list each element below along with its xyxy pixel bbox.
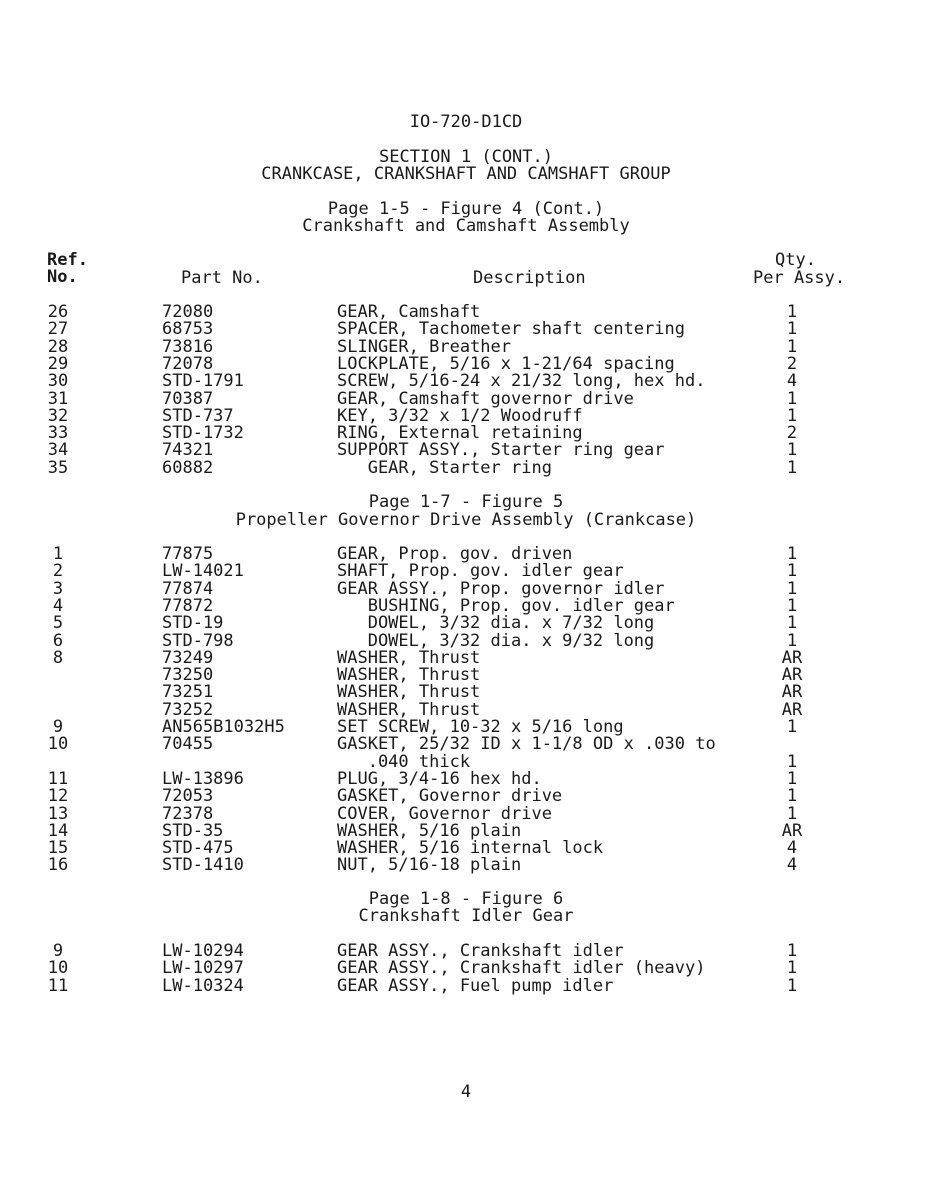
quantity: 1 [786,579,798,599]
quantity: AR [781,648,803,668]
ref-number: 11 [47,976,69,996]
part-description: SUPPORT ASSY., Starter ring gear [337,440,665,460]
ref-number: 29 [47,354,69,374]
quantity: 2 [786,354,798,374]
part-description: GEAR, Starter ring [337,458,552,478]
page-number: 4 [460,1082,472,1102]
part-description: WASHER, Thrust [337,648,481,668]
header-qty-line2: Per Assy. [753,268,846,288]
ref-number: 9 [52,717,64,737]
part-number: LW-10324 [162,976,244,996]
part-description: RING, External retaining [337,423,583,443]
part-number: 73251 [162,682,214,702]
quantity: AR [781,682,803,702]
ref-number: 4 [52,596,64,616]
quantity: 1 [786,941,798,961]
figure-4-page-label: Page 1-5 - Figure 4 (Cont.) [327,199,605,219]
quantity: AR [781,821,803,841]
quantity: 1 [786,769,798,789]
part-number: 77874 [162,579,214,599]
quantity: 1 [786,752,798,772]
part-number: 73816 [162,337,214,357]
table-row [0,788,932,805]
part-description: DOWEL, 3/32 dia. x 9/32 long [337,631,655,651]
part-description: GEAR ASSY., Crankshaft idler (heavy) [337,958,706,978]
part-number: 73250 [162,665,214,685]
part-number: STD-19 [162,613,224,633]
ref-number: 13 [47,804,69,824]
quantity: 2 [786,423,798,443]
ref-number: 27 [47,319,69,339]
part-number: 73249 [162,648,214,668]
quantity: 1 [786,613,798,633]
header-part-no: Part No. [181,268,263,288]
quantity: 1 [786,596,798,616]
part-number: STD-798 [162,631,234,651]
part-description: WASHER, Thrust [337,665,481,685]
ref-number: 3 [52,579,64,599]
quantity: 4 [786,838,798,858]
figure-5-title: Propeller Governor Drive Assembly (Crankcase) [235,510,697,530]
part-description: GASKET, Governor drive [337,786,563,806]
part-description: LOCKPLATE, 5/16 x 1-21/64 spacing [337,354,675,374]
ref-number: 6 [52,631,64,651]
ref-number: 14 [47,821,69,841]
ref-number: 34 [47,440,69,460]
part-number: 68753 [162,319,214,339]
quantity: 1 [786,717,798,737]
quantity: 1 [786,406,798,426]
part-number: STD-1410 [162,855,244,875]
table-row [0,857,932,874]
quantity: 1 [786,440,798,460]
part-number: 74321 [162,440,214,460]
part-number: STD-1791 [162,371,244,391]
part-description: SCREW, 5/16-24 x 21/32 long, hex hd. [337,371,706,391]
table-row [0,321,932,338]
part-description: .040 thick [337,752,471,772]
part-number: LW-10294 [162,941,244,961]
part-description: GEAR ASSY., Prop. governor idler [337,579,665,599]
part-description: KEY, 3/32 x 1/2 Woodruff [337,406,583,426]
part-description: WASHER, 5/16 internal lock [337,838,604,858]
table-row [0,960,932,977]
ref-number: 33 [47,423,69,443]
quantity: 4 [786,371,798,391]
figure-4-title: Crankshaft and Camshaft Assembly [302,216,630,236]
part-description: SHAFT, Prop. gov. idler gear [337,561,624,581]
header-ref-line1: Ref. [47,250,88,270]
part-description: GEAR, Camshaft governor drive [337,389,634,409]
quantity: 1 [786,561,798,581]
part-number: STD-737 [162,406,234,426]
part-number: 70455 [162,734,214,754]
part-description: SET SCREW, 10-32 x 5/16 long [337,717,624,737]
header-qty-line1: Qty. [775,250,816,270]
quantity: 1 [786,319,798,339]
part-description: PLUG, 3/4-16 hex hd. [337,769,542,789]
quantity: 1 [786,544,798,564]
part-description: WASHER, 5/16 plain [337,821,522,841]
header-ref-line2: No. [47,267,78,287]
part-number: STD-1732 [162,423,244,443]
part-description: SPACER, Tachometer shaft centering [337,319,685,339]
part-number: LW-13896 [162,769,244,789]
part-description: GEAR ASSY., Crankshaft idler [337,941,624,961]
quantity: 1 [786,631,798,651]
ref-number: 15 [47,838,69,858]
part-number: STD-475 [162,838,234,858]
ref-number: 30 [47,371,69,391]
ref-number: 35 [47,458,69,478]
part-number: 77875 [162,544,214,564]
quantity: 1 [786,976,798,996]
part-number: 73252 [162,700,214,720]
part-description: NUT, 5/16-18 plain [337,855,522,875]
ref-number: 28 [47,337,69,357]
quantity: AR [781,700,803,720]
figure-5-page-label: Page 1-7 - Figure 5 [368,492,564,512]
part-number: 72078 [162,354,214,374]
table-row [0,460,932,477]
part-number: 72080 [162,302,214,322]
quantity: 1 [786,389,798,409]
part-description: GASKET, 25/32 ID x 1-1/8 OD x .030 to [337,734,716,754]
quantity: 1 [786,804,798,824]
part-description: WASHER, Thrust [337,700,481,720]
ref-number: 10 [47,734,69,754]
part-number: 70387 [162,389,214,409]
part-description: GEAR ASSY., Fuel pump idler [337,976,614,996]
part-description: BUSHING, Prop. gov. idler gear [337,596,675,616]
ref-number: 8 [52,648,64,668]
section-title: SECTION 1 (CONT.) [379,147,553,167]
document-id: IO-720-D1CD [409,112,523,132]
table-row [0,373,932,390]
part-number: LW-14021 [162,561,244,581]
part-number: 77872 [162,596,214,616]
ref-number: 12 [47,786,69,806]
figure-6-page-label: Page 1-8 - Figure 6 [368,889,564,909]
ref-number: 2 [52,561,64,581]
part-number: 60882 [162,458,214,478]
group-title: CRANKCASE, CRANKSHAFT AND CAMSHAFT GROUP [261,164,671,184]
part-description: GEAR, Prop. gov. driven [337,544,573,564]
part-description: DOWEL, 3/32 dia. x 7/32 long [337,613,655,633]
ref-number: 16 [47,855,69,875]
ref-number: 31 [47,389,69,409]
part-description: WASHER, Thrust [337,682,481,702]
quantity: AR [781,665,803,685]
table-row [0,978,932,995]
ref-number: 11 [47,769,69,789]
ref-number: 32 [47,406,69,426]
figure-6-title: Crankshaft Idler Gear [358,906,574,926]
ref-number: 1 [52,544,64,564]
part-number: LW-10297 [162,958,244,978]
part-number: 72378 [162,804,214,824]
part-description: COVER, Governor drive [337,804,552,824]
table-row [0,442,932,459]
table-row [0,615,932,632]
ref-number: 26 [47,302,69,322]
ref-number: 10 [47,958,69,978]
quantity: 1 [786,786,798,806]
ref-number: 9 [52,941,64,961]
part-number: 72053 [162,786,214,806]
table-row [0,736,932,753]
table-row [0,684,932,701]
part-number: STD-35 [162,821,224,841]
header-description: Description [473,268,586,288]
quantity: 1 [786,458,798,478]
quantity: 1 [786,302,798,322]
part-number: AN565B1032H5 [162,717,285,737]
quantity: 4 [786,855,798,875]
ref-number: 5 [52,613,64,633]
part-description: SLINGER, Breather [337,337,511,357]
quantity: 1 [786,958,798,978]
table-row [0,563,932,580]
quantity: 1 [786,337,798,357]
part-description: GEAR, Camshaft [337,302,481,322]
